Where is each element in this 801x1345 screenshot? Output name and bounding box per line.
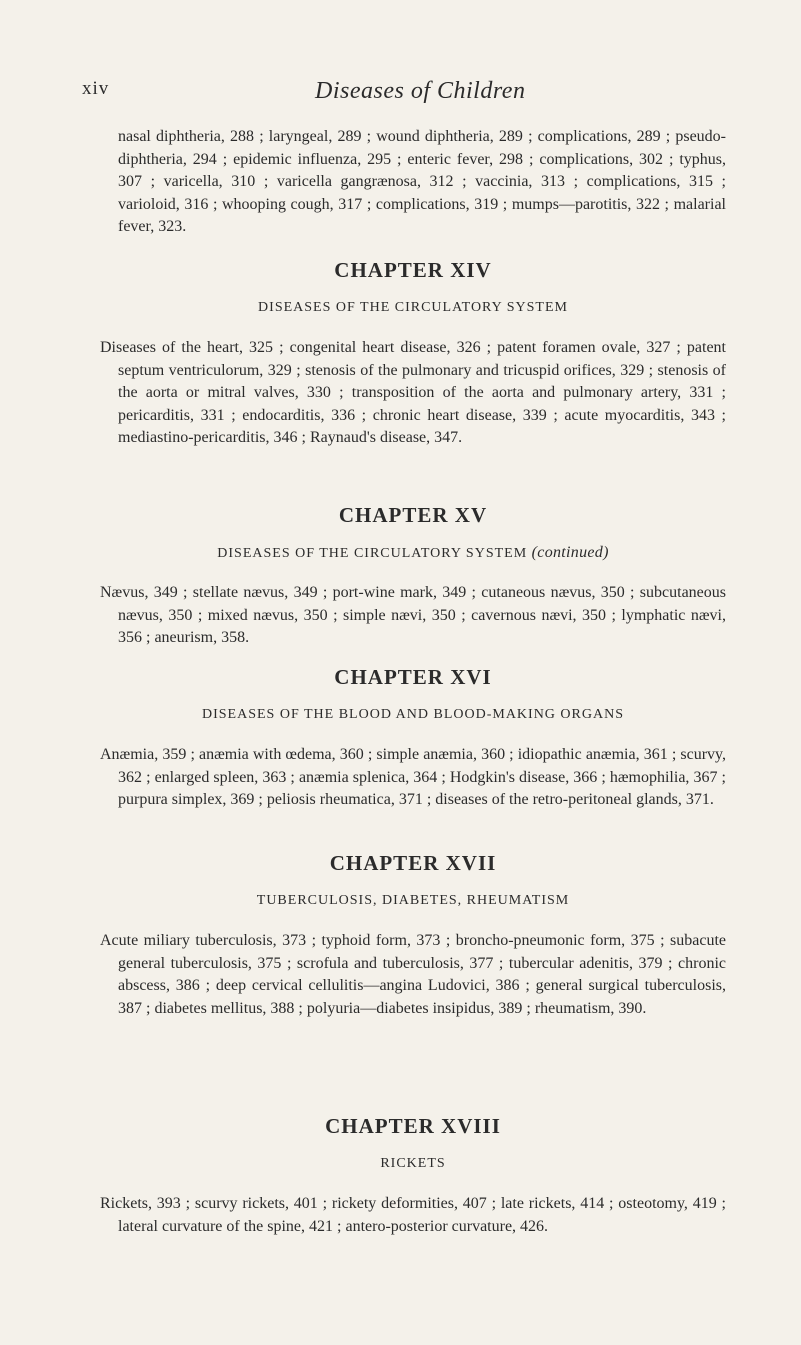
chapter-14 [100,255,726,450]
chapter-entries: Anæmia, 359 ; anæmia with œdema, 360 ; simple anæmia, 360 ; idiopathic anæmia, 361 ; scurvy, 362 ; enlarged spleen, 363 ; anæmia splenica, 364 ; Hodgkin's disease, 366 ; hæmophilia, 367 ; purpura simplex, 369 ; peliosis rheumatica, 371 ; diseases of the retro-peritoneal glands, 371. [100,746,726,809]
chapter-entries: Nævus, 349 ; stellate nævus, 349 ; port-wine mark, 349 ; cutaneous nævus, 350 ; subcutaneous nævus, 350 ; mixed nævus, 350 ; simple nævi, 350 ; cavernous nævi, 350 ; lymphatic nævi, 356 ; aneurism, 358. [100,584,726,647]
chapter-subtitle-suffix: (continued) [531,544,609,561]
chapter-entries: Diseases of the heart, 325 ; congenital heart disease, 326 ; patent foramen ovale, 327 ; patent septum ventriculorum, 329 ; stenosis of the pulmonary and tricuspid orifices, 329 ; stenosis of the aorta or mitral valves, 330 ; transposition of the aorta and pulmonary artery, 331 ; pericarditis, 331 ; endocarditis, 336 ; chronic heart disease, 339 ; acute myocarditis, 343 ; mediastino-pericarditis, 346 ; Raynaud's disease, 347. [100,339,726,447]
chapter-title: CHAPTER XVIII [325,1114,501,1138]
chapter-16 [100,662,726,812]
chapter-subtitle-text: DISEASES OF THE CIRCULATORY SYSTEM [217,546,528,561]
chapter-entries: Rickets, 393 ; scurvy rickets, 401 ; rickety deformities, 407 ; late rickets, 414 ; osteotomy, 419 ; lateral curvature of the spine, 421 ; antero-posterior curvature, 426. [100,1195,726,1235]
chapter-entries: Acute miliary tuberculosis, 373 ; typhoid form, 373 ; broncho-pneumonic form, 375 ; subacute general tuberculosis, 375 ; scrofula and tuberculosis, 377 ; tubercular adenitis, 379 ; chronic abscess, 386 ; deep cervical cellulitis—angina Ludovici, 386 ; general surgical tuberculosis, 387 ; diabetes mellitus, 388 ; polyuria—diabetes insipidus, 389 ; rheumatism, 390. [100,932,726,1017]
chapter-subtitle [100,1153,726,1175]
chapter-subtitle-text: RICKETS [380,1156,446,1171]
chapter-subtitle [100,297,726,319]
chapter-17 [100,848,726,1020]
chapter-15 [100,500,726,650]
page-number: xiv [82,78,110,99]
chapter-title: CHAPTER XVI [334,665,492,689]
chapter-subtitle-text: DISEASES OF THE BLOOD AND BLOOD-MAKING ORGANS [202,707,624,722]
chapter-title: CHAPTER XVII [329,851,497,875]
chapter-subtitle [100,890,726,912]
chapter-subtitle [100,542,726,564]
intro-paragraph: nasal diphtheria, 288 ; laryngeal, 289 ; wound diphtheria, 289 ; complications, 289 ; pseudo-diphtheria, 294 ; epidemic influenza, 295 ; enteric fever, 298 ; complications, 302 ; typhus, 307 ; varicella, 310 ; varicella gangrænosa, 312 ; vaccinia, 313 ; complications, 315 ; varioloid, 316 ; whooping cough, 317 ; complications, 319 ; mumps—parotitis, 322 ; malarial fever, 323. [118,128,726,236]
chapter-subtitle [100,704,726,726]
chapter-title: CHAPTER XV [338,503,488,527]
chapter-title: CHAPTER XIV [334,258,492,282]
intro-section [100,126,726,239]
chapter-subtitle-text: TUBERCULOSIS, DIABETES, RHEUMATISM [256,893,570,908]
chapter-subtitle-text: DISEASES OF THE CIRCULATORY SYSTEM [258,300,568,315]
running-title: Diseases of Children [315,78,526,104]
chapter-18 [100,1111,726,1238]
